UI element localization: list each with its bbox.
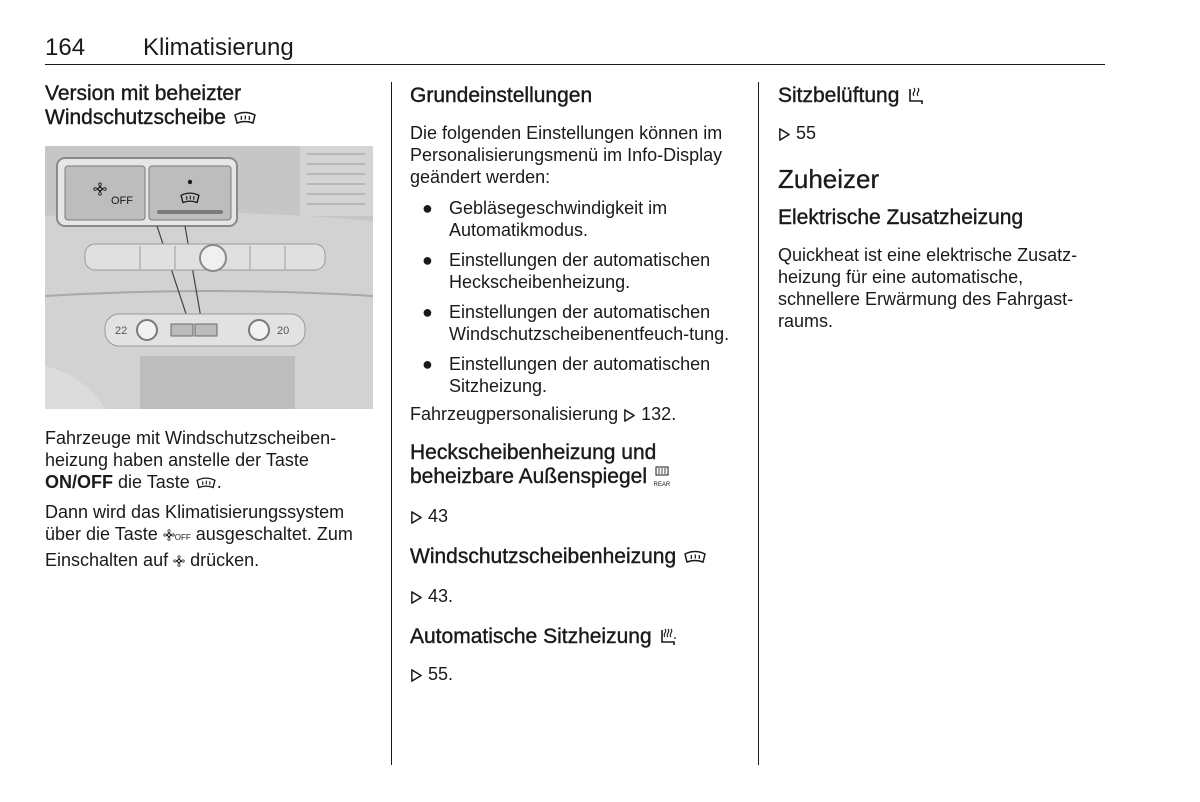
windshield-heat-icon (232, 109, 258, 127)
dashboard-figure (45, 146, 373, 409)
climate-panel (105, 314, 305, 346)
section-heading-seat-ventilation: Sitzbelüftung (778, 84, 1108, 108)
page-reference-arrow-icon (623, 408, 636, 423)
paragraph-heated-windshield: Fahrzeuge mit Windschutzscheiben-heizung haben anstelle der Taste ON/OFF die Taste . (45, 428, 337, 492)
column-right (778, 82, 1108, 332)
temp-left-label: 22 (115, 325, 128, 337)
personalisation-reference: Fahrzeugpersonalisierung 132. (410, 404, 677, 424)
page-header (45, 34, 1105, 66)
page-reference-arrow-icon (778, 127, 791, 142)
seat-ventilation-icon (905, 85, 925, 107)
reference-55: 55. (410, 663, 745, 685)
windshield-heat-icon (682, 548, 708, 566)
section-heading-electric-heater: Elektrische Zusatzheizung (778, 206, 1024, 229)
list-item: ● Einstellungen der automatischen Heckscheibenheizung. (422, 250, 711, 292)
chapter-title: Klimatisierung (143, 34, 294, 61)
list-item: ● Einstellungen der automatischen Windschutzscheibenentfeuch-tung. (422, 302, 730, 344)
list-item: ● Einstellungen der automatischen Sitzheizung. (422, 354, 711, 396)
seat-heat-icon (657, 626, 677, 648)
rear-window-heat-icon: REAR (653, 466, 671, 489)
section-heading-heated-windshield: Version mit beheizter Windschutzscheibe (45, 82, 375, 130)
center-button-row (85, 244, 325, 271)
section-title-auxiliary-heater: Zuheizer (778, 164, 880, 194)
list-item: ● Gebläsegeschwindigkeit im Automatikmodus. (422, 198, 668, 240)
page-reference-arrow-icon (410, 668, 423, 683)
zoom-inset (57, 158, 237, 226)
section-heading-basic-settings: Grundeinstellungen (410, 84, 593, 107)
page-reference-arrow-icon (410, 510, 423, 525)
column-divider-left (391, 82, 392, 765)
windshield-heat-icon (195, 475, 217, 491)
vent-grille (300, 146, 373, 216)
section-heading-auto-seat-heating: Automatische Sitzheizung (410, 625, 745, 649)
column-middle (410, 82, 745, 685)
settings-list (410, 197, 745, 397)
section-heading-windshield-heating: Windschutzscheibenheizung (410, 545, 745, 569)
temp-right-label: 20 (277, 325, 290, 337)
reference-43: 43 (410, 505, 745, 527)
on-off-label: ON/OFF (45, 472, 113, 492)
paragraph-intro: Die folgenden Einstellungen können im Personalisierungsmenü im Info-Display geändert werden: (410, 123, 723, 187)
dashboard-illustration (45, 146, 373, 409)
section-heading-rear-window-heating: Heckscheibenheizung und beheizbare Außenspiegel REAR (410, 441, 671, 488)
fan-off-icon (163, 529, 175, 541)
paragraph-switch-off: Dann wird das Klimatisierungssystem über die Taste OFF ausgeschaltet. Zum Einschalten auf drücken. (45, 502, 353, 570)
reference-43-b: 43. (410, 585, 745, 607)
reference-55-seat-vent: 55 (778, 122, 1108, 144)
off-label: OFF (111, 195, 133, 207)
fan-icon (173, 555, 185, 567)
paragraph-quickheat: Quickheat ist eine elektrische Zusatz-heizung für eine automatische, schnellere Erwärmung des Fahrgast-raums. (778, 245, 1078, 331)
column-left (45, 82, 375, 571)
page-number: 164 (45, 34, 86, 61)
column-divider-right (758, 82, 759, 765)
header-divider (45, 64, 1105, 65)
page-reference-arrow-icon (410, 590, 423, 605)
